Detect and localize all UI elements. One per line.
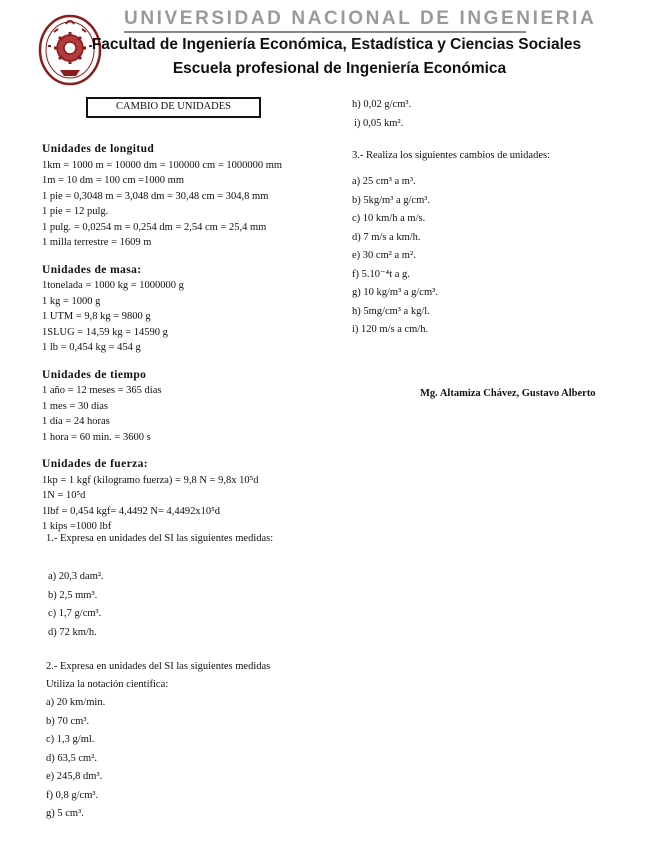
exercise-3-item: f) 5.10⁻⁴t a g. [352, 268, 410, 280]
section-heading-time: Unidades de tiempo [42, 368, 147, 381]
exercise-3-item: c) 10 km/h a m/s. [352, 213, 426, 224]
exercise-3-item: g) 10 kg/m³ a g/cm³. [352, 287, 438, 298]
mass-line: 1SLUG = 14,59 kg = 14590 g [42, 326, 168, 338]
section-heading-length: Unidades de longitud [42, 143, 155, 155]
exercise-3-item: b) 5kg/m³ a g/cm³. [352, 194, 431, 206]
mass-line: 1 kg = 1000 g [42, 295, 101, 307]
exercise-1-item: d) 72 km/h. [48, 626, 97, 638]
exercise-1-item: c) 1,7 g/cm³. [48, 608, 102, 619]
exercise-2-note: Utiliza la notación científica: [46, 679, 169, 690]
exercise-2-item: e) 245,8 dm³. [46, 771, 103, 782]
exercise-2-item: i) 0,05 km². [354, 117, 404, 129]
exercise-2-item: f) 0,8 g/cm³. [46, 789, 99, 801]
exercise-3-prompt: 3.- Realiza los siguientes cambios de unidades: [352, 150, 550, 161]
force-line: 1 kips =1000 lbf [42, 521, 112, 532]
section-heading-force: Unidades de fuerza: [42, 458, 148, 470]
exercise-3-item: d) 7 m/s a km/h. [352, 231, 421, 243]
exercise-2-item: g) 5 cm³. [46, 808, 84, 819]
exercise-3-item: e) 30 cm² a m². [352, 250, 416, 261]
exercise-3-list [352, 173, 438, 340]
length-line: 1km = 1000 m = 10000 dm = 100000 cm = 1000000 mm [42, 159, 283, 171]
time-line: 1 hora = 60 min. = 3600 s [42, 431, 151, 443]
unit-tables [42, 142, 342, 535]
exercise-2-item: d) 63,5 cm². [46, 752, 97, 764]
force-line: 1lbf = 0,454 kgf= 4,4492 N= 4,4492x10⁵d [42, 505, 221, 517]
exercise-1-item: b) 2,5 mm³. [48, 589, 98, 601]
length-line: 1 milla terrestre = 1609 m [42, 237, 152, 248]
force-line: 1N = 10⁵d [42, 490, 86, 501]
exercise-2-item: a) 20 km/min. [46, 697, 106, 708]
section-heading-mass: Unidades de masa: [42, 263, 142, 276]
length-line: 1 pie = 0,3048 m = 3,048 dm = 30,48 cm = 304,8 mm [42, 190, 269, 202]
exercise-3-item: a) 25 cm³ a m³. [352, 176, 416, 187]
time-line: 1 año = 12 meses = 365 días [42, 385, 162, 396]
length-line: 1 pulg. = 0,0254 m = 0,254 dm = 2,54 cm = 25,4 mm [42, 221, 267, 233]
length-line: 1 pie = 12 pulg. [42, 206, 109, 217]
exercise-2-continued [352, 96, 411, 133]
length-line: 1m = 10 dm = 100 cm =1000 mm [42, 175, 185, 186]
exercise-3-item: h) 5mg/cm³ a kg/l. [352, 305, 430, 317]
time-line: 1 mes = 30 días [42, 400, 108, 412]
exercise-2-item: b) 70 cm³. [46, 715, 90, 727]
school-name: Escuela profesional de Ingeniería Económica [172, 60, 507, 77]
exercise-1-item: a) 20,3 dam². [48, 571, 104, 582]
exercise-1-list [48, 568, 104, 642]
exercise-1-prompt: 1.- Expresa en unidades del SI las siguientes medidas: [46, 533, 274, 544]
exercise-2-list [46, 694, 105, 824]
faculty-name: Facultad de Ingeniería Económica, Estadística y Ciencias Sociales [91, 36, 582, 53]
author-name: Mg. Altamiza Chávez, Gustavo Alberto [420, 388, 596, 399]
university-name: UNIVERSIDAD NACIONAL DE INGENIERIA [124, 8, 597, 29]
header-divider [124, 31, 526, 33]
exercise-2-item: c) 1,3 g/ml. [46, 734, 95, 745]
mass-line: 1 lb = 0,454 kg = 454 g [42, 342, 141, 353]
document-title-box: CAMBIO DE UNIDADES [86, 97, 261, 118]
mass-line: 1tonelada = 1000 kg = 1000000 g [42, 280, 184, 291]
exercise-3-item: i) 120 m/s a cm/h. [352, 324, 429, 335]
force-line: 1kp = 1 kgf (kilogramo fuerza) = 9,8 N = 9,8x 10⁵d [42, 474, 259, 486]
time-line: 1 día = 24 horas [42, 416, 110, 427]
mass-line: 1 UTM = 9,8 kg = 9800 g [42, 311, 151, 322]
exercise-2-item: h) 0,02 g/cm³. [352, 99, 412, 110]
exercise-2-prompt: 2.- Expresa en unidades del SI las siguientes medidas [46, 661, 271, 672]
